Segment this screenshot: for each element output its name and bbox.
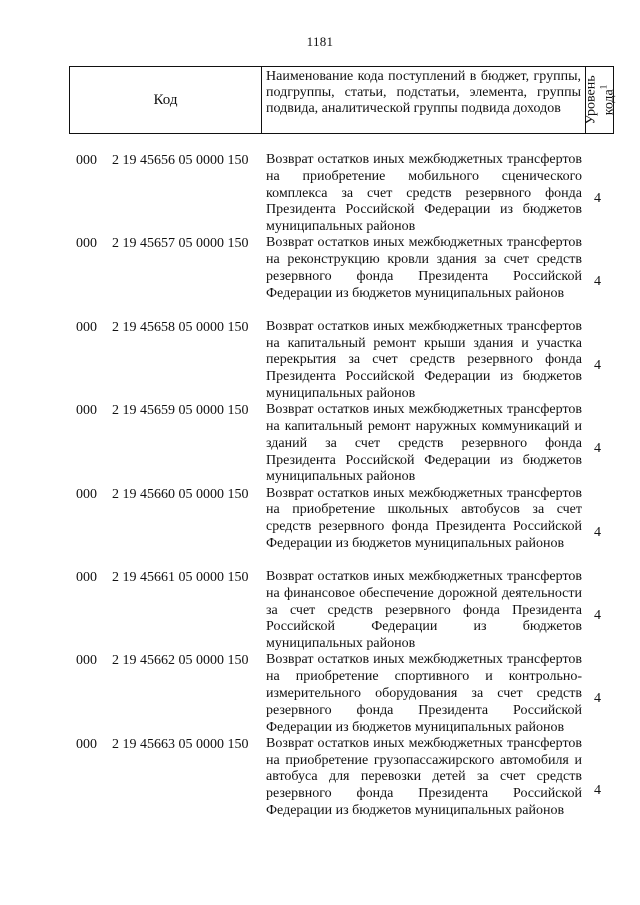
row-name: Возврат остатков иных межбюджетных трансфертов на приобретение мобильного сценического комплекса за счет средств резервного фонда Президента Российской Федерации из бюджетов муниципальных районов bbox=[266, 152, 582, 235]
row-level: 4 bbox=[594, 782, 601, 798]
table-row bbox=[0, 235, 640, 318]
table-row bbox=[0, 152, 640, 235]
header-code-label: Код bbox=[153, 91, 178, 108]
row-code: 2 19 45663 05 0000 150 bbox=[112, 736, 249, 752]
header-name: Наименование кода поступлений в бюджет, группы, подгруппы, статьи, подстатьи, элемента, группы подвида, аналитической группы подвида доходов bbox=[262, 67, 586, 133]
row-code: 2 19 45659 05 0000 150 bbox=[112, 403, 249, 419]
table-header bbox=[69, 66, 614, 134]
row-prefix: 000 bbox=[76, 486, 97, 502]
row-level: 4 bbox=[594, 441, 601, 457]
row-name: Возврат остатков иных межбюджетных трансфертов на реконструкцию кровли здания за счет средств резервного фонда Президента Российской Федерации из бюджетов муниципальных районов bbox=[266, 235, 582, 301]
row-code: 2 19 45658 05 0000 150 bbox=[112, 319, 249, 335]
row-code: 2 19 45662 05 0000 150 bbox=[112, 653, 249, 669]
row-code: 2 19 45656 05 0000 150 bbox=[112, 153, 249, 168]
row-name: Возврат остатков иных межбюджетных трансфертов на капитальный ремонт крыши здания и участка перекрытия за счет средств резервного фонда Президента Российской Федерации из бюджетов муниципальных районов bbox=[266, 318, 582, 401]
row-level: 4 bbox=[594, 274, 601, 290]
row-name: Возврат остатков иных межбюджетных трансфертов на приобретение спортивного и контрольно-измерительного оборудования за счет средств резервного фонда Президента Российской Федерации из бюджетов муниципальных районов bbox=[266, 652, 582, 735]
row-prefix: 000 bbox=[76, 236, 97, 252]
row-code: 2 19 45660 05 0000 150 bbox=[112, 486, 249, 502]
row-level: 4 bbox=[594, 607, 601, 623]
row-prefix: 000 bbox=[76, 319, 97, 335]
row-prefix: 000 bbox=[76, 403, 97, 419]
row-level: 4 bbox=[594, 524, 601, 540]
table-row bbox=[0, 569, 640, 652]
footnote-marker: 1 bbox=[598, 84, 609, 90]
row-name: Возврат остатков иных межбюджетных трансфертов на приобретение школьных автобусов за счет средств резервного фонда Президента Российской Федерации из бюджетов муниципальных районов bbox=[266, 485, 582, 551]
row-name: Возврат остатков иных межбюджетных трансфертов на приобретение грузопассажирского автомобиля и автобуса для перевозки детей за счет средств резервного фонда Президента Российской Федерации из бюджетов муниципальных районов bbox=[266, 735, 582, 818]
header-level-label: Уровень кода$^1$ bbox=[583, 75, 616, 125]
table-row bbox=[0, 319, 640, 402]
row-prefix: 000 bbox=[76, 736, 97, 752]
row-name: Возврат остатков иных межбюджетных трансфертов на капитальный ремонт наружных коммуникаций и зданий за счет средств резервного фонда Президента Российской Федерации из бюджетов муниципальных районов bbox=[266, 402, 582, 485]
header-code bbox=[70, 67, 262, 133]
table-body bbox=[0, 152, 640, 836]
table-row bbox=[0, 736, 640, 836]
table-row bbox=[0, 486, 640, 569]
table-row bbox=[0, 402, 640, 485]
row-level: 4 bbox=[594, 191, 601, 206]
row-code: 2 19 45661 05 0000 150 bbox=[112, 569, 249, 585]
table-row bbox=[0, 652, 640, 735]
page-number: 1181 bbox=[306, 34, 334, 49]
row-code: 2 19 45657 05 0000 150 bbox=[112, 236, 249, 252]
row-prefix: 000 bbox=[76, 569, 97, 585]
header-level bbox=[583, 67, 616, 133]
row-level: 4 bbox=[594, 691, 601, 707]
row-name: Возврат остатков иных межбюджетных трансфертов на финансовое обеспечение дорожной деятельности за счет средств резервного фонда Президента Российской Федерации из бюджетов муниципальных районов bbox=[266, 568, 582, 652]
row-prefix: 000 bbox=[76, 653, 97, 669]
row-prefix: 000 bbox=[76, 153, 97, 168]
row-level: 4 bbox=[594, 357, 601, 373]
